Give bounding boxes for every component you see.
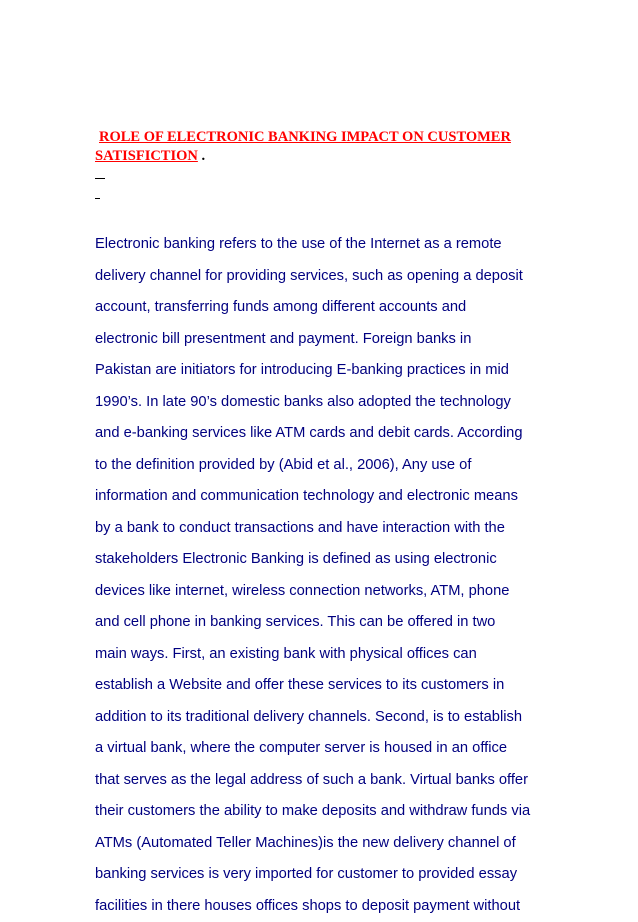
- body-line: banking services is very imported for customer to provided essay: [95, 859, 545, 891]
- body-line: Electronic banking refers to the use of the Internet as a remote: [95, 229, 545, 261]
- underline-mark-2: [95, 198, 100, 199]
- body-line: 1990’s. In late 90’s domestic banks also adopted the technology: [95, 387, 545, 419]
- body-line: and cell phone in banking services. This can be offered in two: [95, 607, 545, 639]
- body-line: by a bank to conduct transactions and have interaction with the: [95, 513, 545, 545]
- body-line: ATMs (Automated Teller Machines)is the new delivery channel of: [95, 828, 545, 860]
- title-period: .: [198, 148, 205, 164]
- body-line: Pakistan are initiators for introducing E-banking practices in mid: [95, 355, 545, 387]
- body-line: stakeholders Electronic Banking is defined as using electronic: [95, 544, 545, 576]
- underline-mark-1: [95, 178, 105, 179]
- body-line: devices like internet, wireless connection networks, ATM, phone: [95, 576, 545, 608]
- body-line: account, transferring funds among different accounts and: [95, 292, 545, 324]
- title-line-2-text: SATISFICTION: [95, 148, 198, 164]
- body-line: establish a Website and offer these services to its customers in: [95, 670, 545, 702]
- title-line-2: [95, 147, 555, 166]
- body-line: facilities in there houses offices shops to deposit payment without: [95, 891, 545, 922]
- body-line: delivery channel for providing services, such as opening a deposit: [95, 261, 545, 293]
- body-line: information and communication technology and electronic means: [95, 481, 545, 513]
- body-line: and e-banking services like ATM cards and debit cards. According: [95, 418, 545, 450]
- document-title: [95, 128, 555, 166]
- body-line: that serves as the legal address of such a bank. Virtual banks offer: [95, 765, 545, 797]
- title-line-1: ROLE OF ELECTRONIC BANKING IMPACT ON CUSTOMER: [95, 128, 555, 147]
- body-line: to the definition provided by (Abid et al., 2006), Any use of: [95, 450, 545, 482]
- body-line: addition to its traditional delivery channels. Second, is to establish: [95, 702, 545, 734]
- body-line: a virtual bank, where the computer server is housed in an office: [95, 733, 545, 765]
- body-line: main ways. First, an existing bank with physical offices can: [95, 639, 545, 671]
- body-line: their customers the ability to make deposits and withdraw funds via: [95, 796, 545, 828]
- body-line: electronic bill presentment and payment. Foreign banks in: [95, 324, 545, 356]
- body-paragraph: [95, 229, 545, 922]
